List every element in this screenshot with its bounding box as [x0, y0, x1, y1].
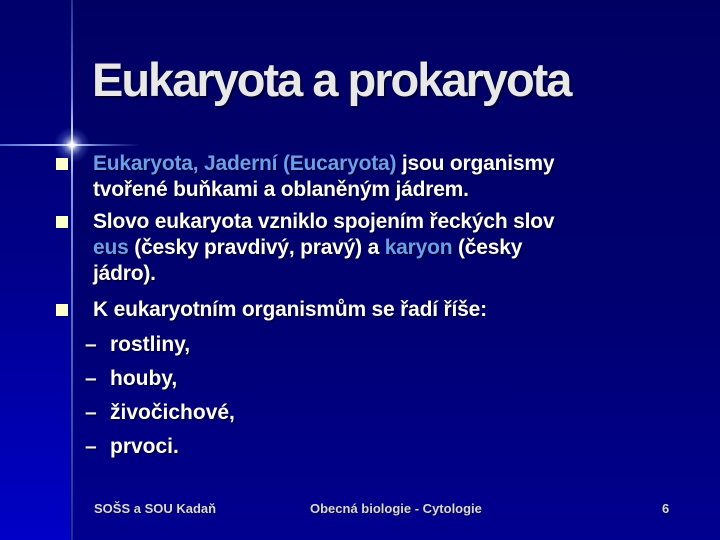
bullet-2-line-2 [93, 235, 522, 260]
bullet-1-normal-text: jsou organismy [396, 152, 555, 175]
bullet-3-line-1 [93, 297, 487, 322]
bullet-1-line-1 [93, 151, 554, 176]
bullet-2-normal-mid: (česky pravdivý, pravý) a [128, 236, 385, 259]
sub-item-label: prvoci. [110, 435, 179, 458]
bullet-2-normal-end: (česky [452, 236, 523, 259]
bullet-square-icon [56, 158, 68, 170]
slide-title: Eukaryota a prokaryota [92, 53, 571, 106]
footer-school-name: SOŠS a SOU Kadaň [94, 501, 217, 516]
bullet-2-line-1-text: Slovo eukaryota vzniklo spojením řeckých slov [93, 210, 555, 233]
sub-item-houby [85, 366, 177, 391]
vertical-line-decoration [71, 0, 73, 540]
bullet-square-icon [56, 304, 68, 316]
sub-item-zivocichove [85, 400, 235, 425]
bullet-2-line-1 [93, 209, 554, 234]
sub-item-label: houby, [110, 367, 178, 390]
footer-course-name: Obecná biologie - Cytologie [310, 501, 482, 516]
bullet-2-line-3-text: jádro). [93, 262, 156, 285]
dash-marker: – [85, 401, 97, 424]
bullet-1-line-2-text: tvořené buňkami a oblaněným jádrem. [93, 178, 469, 201]
sub-item-label: rostliny, [110, 333, 191, 356]
sub-item-prvoci [85, 434, 179, 459]
bullet-3-line-1-text: K eukaryotním organismům se řadí říše: [93, 298, 487, 321]
dash-marker: – [85, 435, 97, 458]
dash-marker: – [85, 333, 97, 356]
bullet-1-line-2 [93, 177, 469, 202]
sub-item-label: živočichové, [110, 401, 235, 424]
bullet-1-accent-text: Eukaryota, Jaderní (Eucaryota) [93, 152, 397, 175]
bullet-2-line-3 [93, 261, 156, 286]
sub-item-rostliny [85, 332, 190, 357]
dash-marker: – [85, 367, 97, 390]
footer-page-number: 6 [662, 501, 670, 516]
bullet-2-accent-eus: eus [93, 236, 129, 259]
left-band-decoration [0, 0, 70, 540]
bullet-2-accent-karyon: karyon [384, 236, 453, 259]
bullet-square-icon [56, 216, 68, 228]
